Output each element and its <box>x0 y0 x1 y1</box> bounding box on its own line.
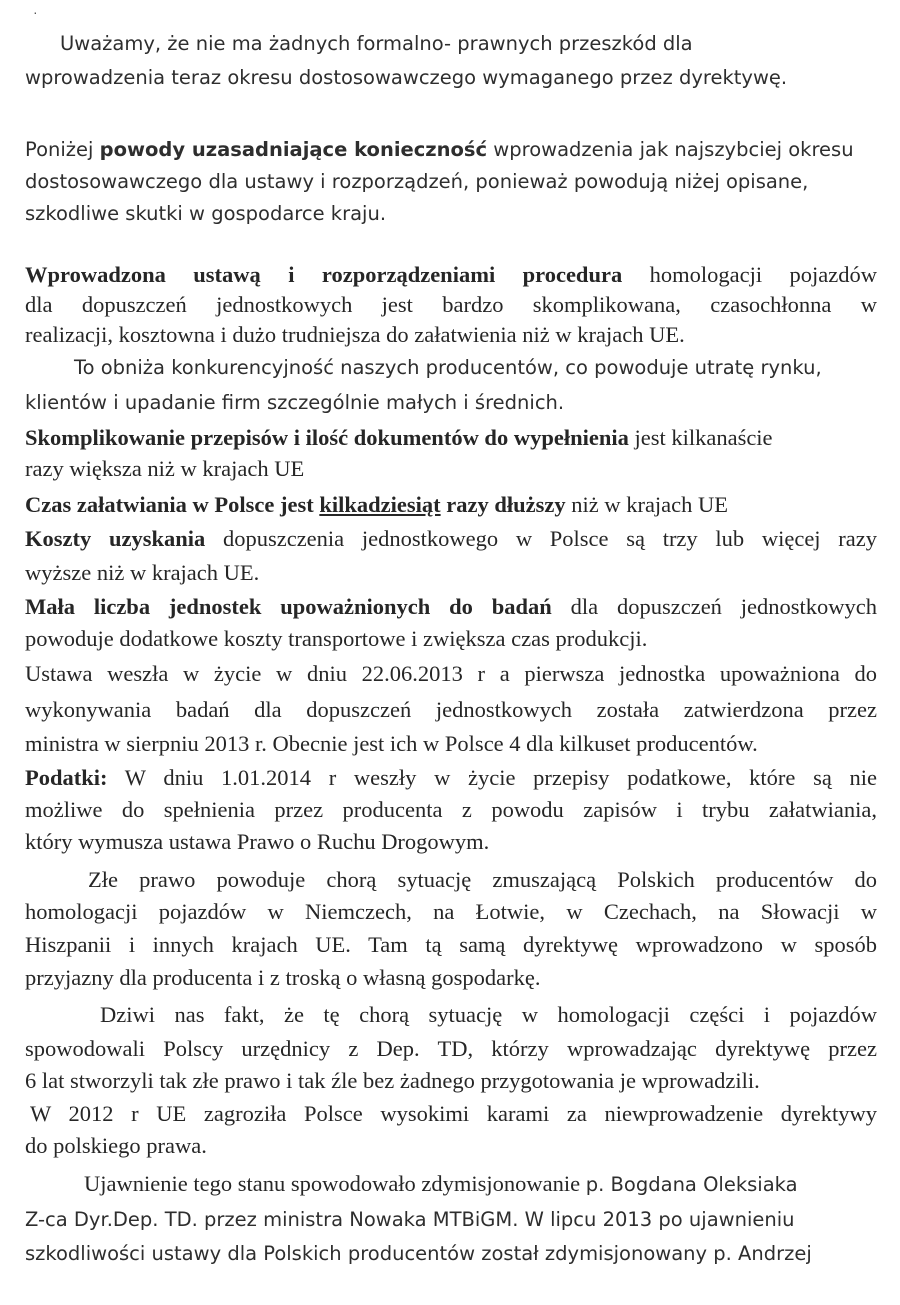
paragraph-line: Ustawa weszła w życie w dniu 22.06.2013 r a pierwsza jednostka upoważniona do <box>25 661 877 686</box>
text-run: niż w krajach UE <box>565 492 729 517</box>
paragraph-line: razy większa niż w krajach UE <box>25 456 305 481</box>
paragraph-line: możliwe do spełnienia przez producenta z powodu zapisów i trybu załatwiania, <box>25 797 877 822</box>
paragraph-line <box>25 526 877 552</box>
paragraph-line: ministra w sierpniu 2013 r. Obecnie jest ich w Polsce 4 dla kilkuset producentów. <box>25 731 758 756</box>
paragraph-line: klientów i upadanie firm szczególnie małych i średnich. <box>25 391 565 414</box>
paragraph-line <box>25 492 728 518</box>
paragraph-line: spowodowali Polscy urzędnicy z Dep. TD, którzy wprowadzając dyrektywę przez <box>25 1036 877 1061</box>
paragraph-line: Dziwi nas fakt, że tę chorą sytuację w homologacji części i pojazdów <box>100 1002 877 1027</box>
text-run: W dniu 1.01.2014 r weszły w życie przepisy podatkowe, które są nie <box>107 765 877 790</box>
bold-text-run: Mała liczba jednostek upoważnionych do badań <box>25 594 552 619</box>
bold-text-run: Podatki: <box>25 765 108 790</box>
bold-text-run: Czas załatwiania w Polsce jest <box>25 492 320 517</box>
paragraph-line: który wymusza ustawa Prawo o Ruchu Drogowym. <box>25 829 490 854</box>
paragraph-line: szkodliwe skutki w gospodarce kraju. <box>25 202 387 225</box>
paragraph-line: Hiszpanii i innych krajach UE. Tam tą samą dyrektywę wprowadzono w sposób <box>25 932 877 957</box>
paragraph-line <box>25 425 773 451</box>
paragraph-line: szkodliwości ustawy dla Polskich producentów został zdymisjonowany p. Andrzej <box>25 1242 812 1265</box>
text-run: Ujawnienie tego stanu spowodowało zdymisjonowanie <box>84 1171 586 1196</box>
bold-text-run: powody uzasadniające konieczność <box>99 138 488 161</box>
text-run: dopuszczenia jednostkowego w Polsce są trzy lub więcej razy <box>205 526 877 551</box>
paragraph-line <box>25 138 854 161</box>
paragraph-line: To obniża konkurencyjność naszych producentów, co powoduje utratę rynku, <box>74 356 822 379</box>
paragraph-line <box>25 765 877 791</box>
stray-mark: · <box>33 4 38 20</box>
paragraph-line: wyższe niż w krajach UE. <box>25 560 260 585</box>
paragraph-line: homologacji pojazdów w Niemczech, na Łotwie, w Czechach, na Słowacji w <box>25 899 877 924</box>
paragraph-line <box>25 594 877 620</box>
paragraph-line: wykonywania badań dla dopuszczeń jednostkowych została zatwierdzona przez <box>25 697 877 722</box>
paragraph-line: Uważamy, że nie ma żadnych formalno- prawnych przeszkód dla <box>60 32 693 55</box>
paragraph-line: wprowadzenia teraz okresu dostosowawczego wymaganego przez dyrektywę. <box>25 66 788 89</box>
paragraph-line: realizacji, kosztowna i dużo trudniejsza do załatwienia niż w krajach UE. <box>25 322 685 347</box>
paragraph-line: Złe prawo powoduje chorą sytuację zmuszającą Polskich producentów do <box>88 867 877 892</box>
text-run: jest kilkanaście <box>628 425 773 450</box>
bold-text-run: razy dłuższy <box>440 492 566 517</box>
bold-text-run: Skomplikowanie przepisów i ilość dokumentów do wypełnienia <box>25 425 629 450</box>
paragraph-line: dostosowawczego dla ustawy i rozporządzeń, ponieważ powodują niżej opisane, <box>25 170 809 193</box>
paragraph-line: do polskiego prawa. <box>25 1133 207 1158</box>
text-run: dla dopuszczeń jednostkowych <box>551 594 877 619</box>
bold-text-run: Wprowadzona ustawą i rozporządzeniami procedura <box>25 262 623 287</box>
paragraph-line: przyjazny dla producenta i z troską o własną gospodarkę. <box>25 965 541 990</box>
text-run: homologacji pojazdów <box>622 262 878 287</box>
paragraph-line <box>84 1171 798 1197</box>
paragraph-line: powoduje dodatkowe koszty transportowe i zwiększa czas produkcji. <box>25 626 648 651</box>
text-run: p. Bogdana Oleksiaka <box>585 1173 798 1196</box>
paragraph-line: dla dopuszczeń jednostkowych jest bardzo skomplikowana, czasochłonna w <box>25 292 877 317</box>
bold-text-run: Koszty uzyskania <box>25 526 206 551</box>
paragraph-line: Z-ca Dyr.Dep. TD. przez ministra Nowaka MTBiGM. W lipcu 2013 po ujawnieniu <box>25 1208 795 1231</box>
underlined-text-run: kilkadziesiąt <box>319 492 441 517</box>
paragraph-line: 6 lat stworzyli tak złe prawo i tak źle bez żadnego przygotowania je wprowadzili. <box>25 1068 760 1093</box>
text-run: wprowadzenia jak najszybciej okresu <box>487 138 854 161</box>
paragraph-line: W 2012 r UE zagroziła Polsce wysokimi karami za niewprowadzenie dyrektywy <box>30 1101 877 1126</box>
text-run: Poniżej <box>25 138 100 161</box>
paragraph-line <box>25 262 877 288</box>
